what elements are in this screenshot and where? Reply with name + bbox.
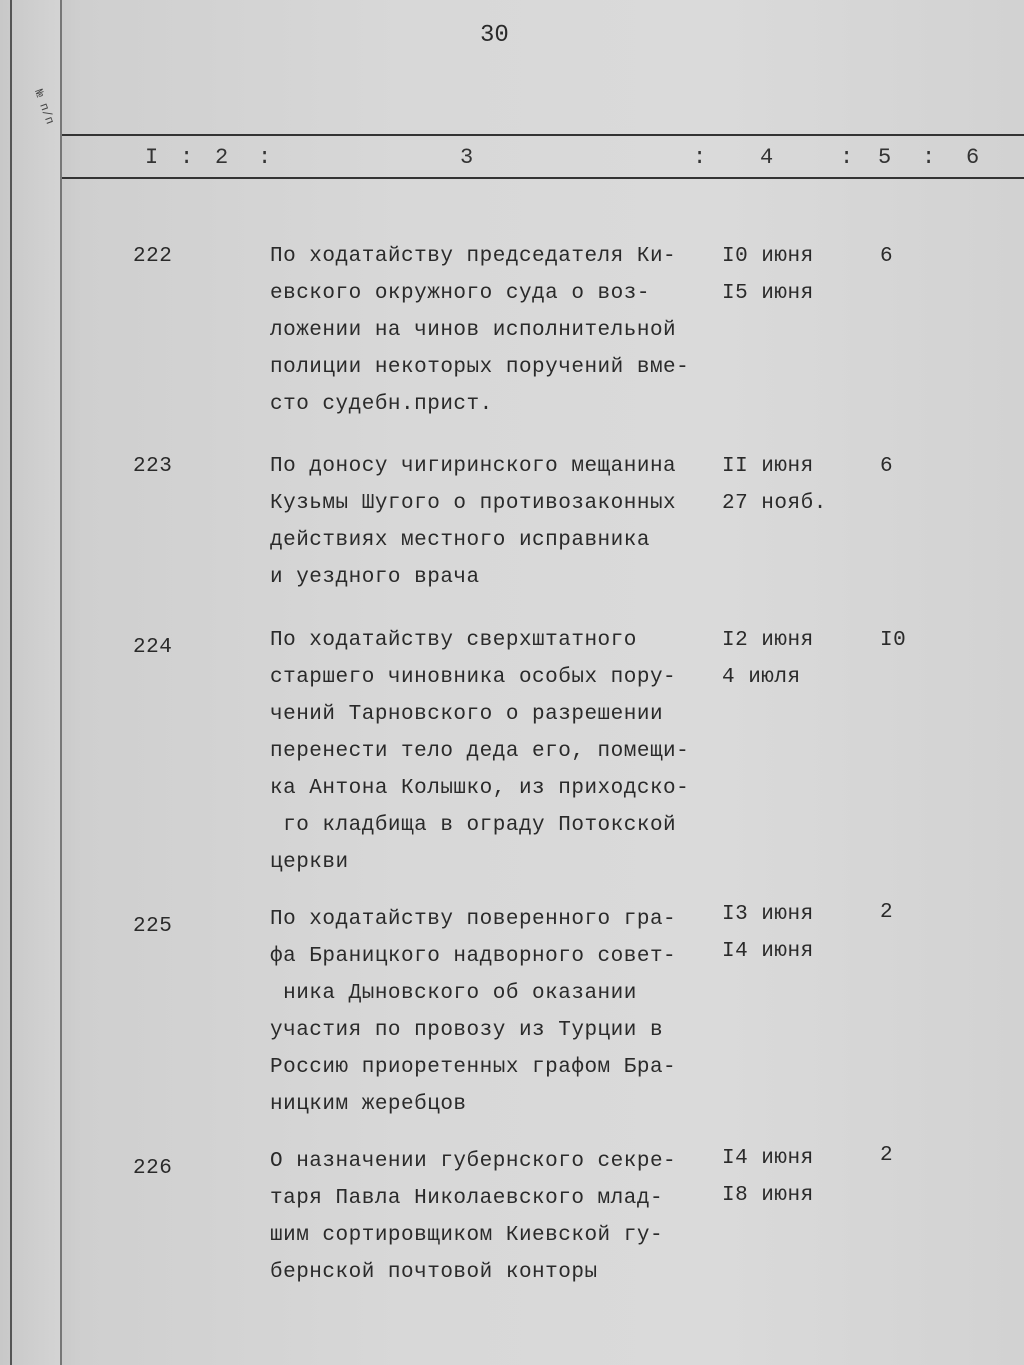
entry-number: 224 [133,636,173,659]
entry-dates: I4 июня I8 июня [722,1147,814,1207]
entry-sheets: 2 [880,1144,894,1167]
sep: : [840,145,854,170]
entry-text: По ходатайству сверхштатного старшего чиновника особых пору- чений Тарновского о разрешении перенести тело деда его, помещи- ка Антона Колышко, из приходско- го кладбища в ограду Потокской церкви [270,629,690,874]
col-4: 4 [760,145,774,170]
entry-number: 222 [133,245,173,268]
entry-sheets: 6 [880,455,894,478]
entry-sheets: 2 [880,901,894,924]
entry-sheets: I0 [880,629,907,652]
entry-number: 225 [133,915,173,938]
col-5: 5 [878,145,892,170]
sep: : [693,145,707,170]
entry-sheets: 6 [880,245,894,268]
entry-text: По доносу чигиринского мещанина Кузьмы Шугого о противозаконных действиях местного исправника и уездного врача [270,455,677,589]
margin-line [10,0,12,1365]
entry-dates: II июня 27 нояб. [722,455,827,515]
entry-number: 226 [133,1157,173,1180]
entry-dates: I3 июня I4 июня [722,903,814,963]
entry-dates: I0 июня I5 июня [722,245,814,305]
page-fold-line [60,0,62,1365]
sep: : [922,145,936,170]
header-top-rule [62,134,1024,136]
col-6: 6 [966,145,980,170]
col-3: 3 [460,145,474,170]
entry-text: По ходатайству председателя Ки- евского окружного суда о воз- ложении на чинов исполнительной полиции некоторых поручений вме- сто судебн.прист. [270,245,690,416]
entry-dates: I2 июня 4 июля [722,629,814,689]
col-1: I [145,145,159,170]
previous-page-column-label: № п/п [31,87,57,127]
entry-text: По ходатайству поверенного гра- фа Браницкого надворного совет- ника Дыновского об оказании участия по провозу из Турции в Россию приоретенных графом Бра- ницким жеребцов [270,908,677,1116]
entry-text: О назначении губернского секре- таря Павла Николаевского млад- шим сортировщиком Киевской гу- бернской почтовой конторы [270,1150,677,1284]
entry-number: 223 [133,455,173,478]
sep: : [180,145,194,170]
col-2: 2 [215,145,229,170]
sep: : [258,145,272,170]
page-number: 30 [480,22,509,49]
header-bottom-rule [62,177,1024,179]
